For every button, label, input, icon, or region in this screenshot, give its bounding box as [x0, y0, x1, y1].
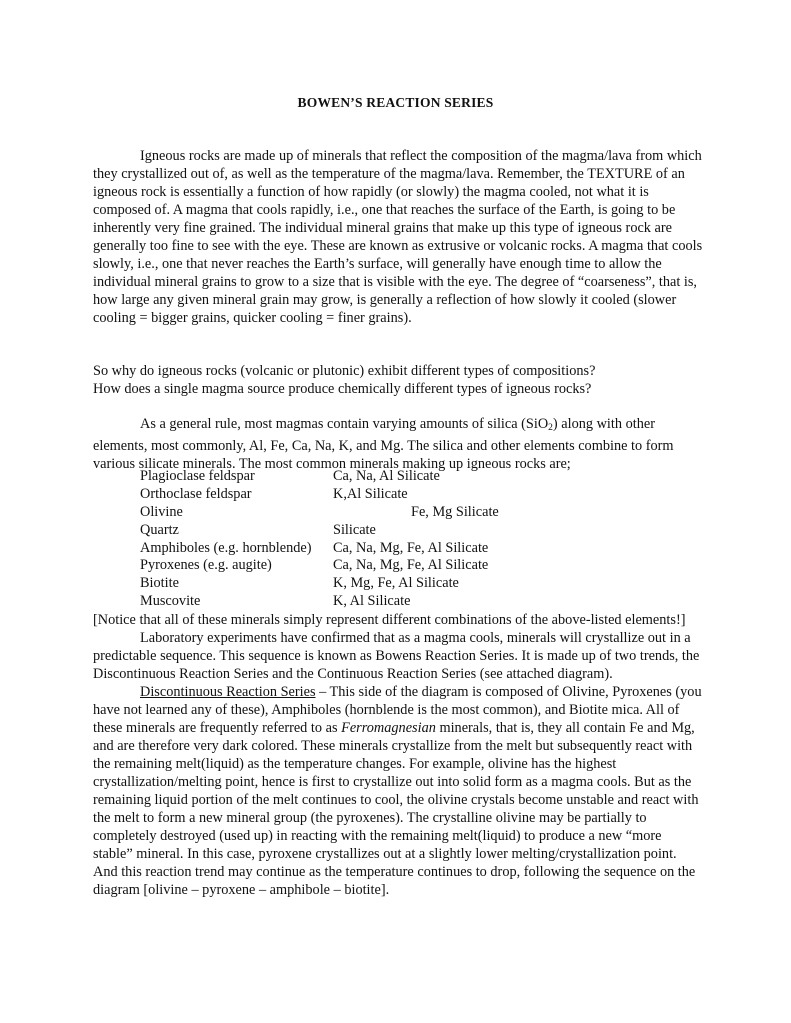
intro-paragraph-block: [93, 147, 703, 327]
mineral-name: Pyroxenes (e.g. augite): [140, 557, 272, 574]
silica-subscript: 2: [548, 423, 553, 433]
reaction-series-block: [93, 611, 703, 899]
minerals-table: [140, 467, 660, 610]
silica-text-before: As a general rule, most magmas contain varying amounts of silica (SiO: [140, 416, 549, 432]
mineral-name: Biotite: [140, 575, 179, 592]
mineral-row: [140, 556, 660, 574]
questions-block: [93, 362, 703, 398]
mineral-name: Quartz: [140, 521, 179, 538]
discontinuous-text-a: – This side of the diagram is composed of Olivine, Pyroxenes (you have not learned any of these), Amphiboles (hornblende is the most common), and Biotite mica. All of these minerals are frequently referred to as: [93, 684, 702, 736]
paragraph-discontinuous: [93, 683, 703, 899]
mineral-row: [140, 467, 660, 485]
mineral-composition: Ca, Na, Mg, Fe, Al Silicate: [333, 557, 489, 574]
discontinuous-heading: Discontinuous Reaction Series: [140, 684, 316, 700]
mineral-composition: K, Al Silicate: [333, 593, 411, 610]
mineral-row: [140, 539, 660, 557]
paragraph-texture: Igneous rocks are made up of minerals that reflect the composition of the magma/lava from which they crystallized out of, as well as the temperature of the magma/lava. Remember, the TEXTURE of an igneous rock is essentially a function of how rapidly (or slowly) the magma cooled, not what it is composed of. A magma that cools rapidly, i.e., one that reaches the surface of the Earth, is going to be inherently very fine grained. The individual mineral grains that make up this type of igneous rock are generally too fine to see with the eye. These are known as extrusive or volcanic rocks. A magma that cools slowly, i.e., one that never reaches the Earth’s surface, will generally have enough time to allow the individual mineral grains to grow to a size that is visible with the eye. The degree of “coarseness”, that is, how large any given mineral grain may grow, is generally a reflection of how slowly it cooled (slower cooling = bigger grains, quicker cooling = finer grains).: [93, 148, 703, 326]
silica-paragraph-block: [93, 415, 703, 473]
paragraph-silica: [93, 415, 703, 473]
discontinuous-text-b: minerals, that is, they all contain Fe and Mg, and are therefore very dark colored. These minerals crystallize from the melt but subsequently react with the remaining melt(liquid) as the temperature changes. For example, olivine has the highest crystallization/melting point, hence is first to crystallize out into solid form as a magma cools. But as the remaining liquid portion of the melt continues to cool, the olivine crystals become unstable and react with the melt to form a new mineral group (the pyroxenes). The crystalline olivine may be partially to completely destroyed (used up) in reacting with the remaining melt(liquid) to produce a new “more stable” mineral. In this case, pyroxene crystallizes out at a slightly lower melting/crystallization point. And this reaction trend may continue as the temperature continues to drop, following the sequence on the diagram [olivine – pyroxene – amphibole – biotite].: [93, 720, 699, 898]
mineral-composition: Fe, Mg Silicate: [411, 503, 499, 520]
mineral-composition: K, Mg, Fe, Al Silicate: [333, 575, 459, 592]
mineral-row: [140, 592, 660, 610]
mineral-name: Orthoclase feldspar: [140, 485, 252, 502]
paragraph-laboratory: Laboratory experiments have confirmed that as a magma cools, minerals will crystallize out in a predictable sequence. This sequence is known as Bowens Reaction Series. It is made up of two trends, the Discontinuous Reaction Series and the Continuous Reaction Series (see attached diagram).: [93, 630, 700, 682]
mineral-row: [140, 521, 660, 539]
mineral-name: Plagioclase feldspar: [140, 468, 255, 484]
mineral-name: Muscovite: [140, 593, 201, 610]
mineral-name: Amphiboles (e.g. hornblende): [140, 539, 312, 556]
question-compositions: So why do igneous rocks (volcanic or plutonic) exhibit different types of compositions?: [93, 363, 596, 379]
ferromagnesian-term: Ferromagnesian: [341, 720, 436, 736]
mineral-row: [140, 574, 660, 592]
silica-text-after: ) along with other elements, most commonly, Al, Fe, Ca, Na, K, and Mg. The silica and other elements combine to form various silicate minerals. The most common minerals making up igneous rocks are;: [93, 416, 674, 472]
notice-text: [Notice that all of these minerals simply represent different combinations of the above-listed elements!]: [93, 612, 686, 628]
mineral-name: Olivine: [140, 503, 183, 520]
mineral-composition: Ca, Na, Al Silicate: [333, 468, 440, 484]
mineral-row: [140, 485, 660, 503]
question-magma-source: How does a single magma source produce chemically different types of igneous rocks?: [93, 381, 592, 397]
mineral-composition: K,Al Silicate: [333, 485, 408, 502]
mineral-composition: Ca, Na, Mg, Fe, Al Silicate: [333, 539, 489, 556]
mineral-composition: Silicate: [333, 521, 376, 538]
document-title: BOWEN’S REACTION SERIES: [297, 95, 494, 110]
mineral-row: [140, 503, 660, 521]
